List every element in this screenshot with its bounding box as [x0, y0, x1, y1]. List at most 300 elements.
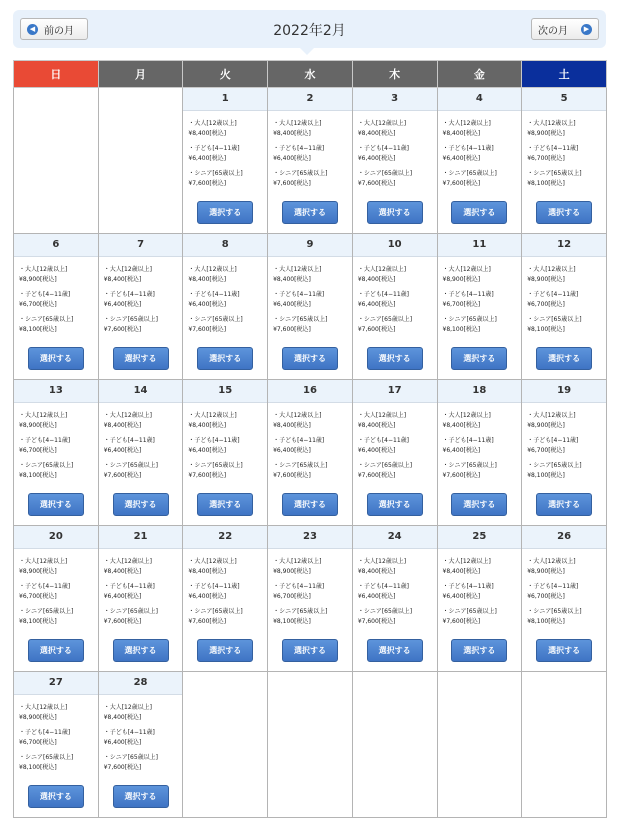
price-label-child: ・子ども[4−11歳]	[188, 145, 240, 152]
price-label-adult: ・大人[12歳以上]	[442, 266, 491, 273]
day-cell	[98, 526, 183, 672]
price-value-senior: ¥7,600[税込]	[442, 472, 481, 479]
day-cell	[183, 380, 268, 526]
price-value-child: ¥6,400[税込]	[357, 155, 396, 162]
day-number: 4	[438, 88, 522, 111]
price-value-child: ¥6,700[税込]	[19, 447, 57, 454]
empty-day-cell	[437, 672, 522, 818]
day-number: 10	[353, 234, 437, 257]
price-value-senior: ¥7,600[税込]	[442, 180, 481, 187]
price-value-child: ¥6,400[税込]	[357, 593, 396, 600]
day-cell	[437, 88, 522, 234]
day-number: 26	[522, 526, 606, 549]
price-label-child: ・子ども[4−11歳]	[442, 291, 494, 298]
price-label-senior: ・シニア[65歳以上]	[188, 170, 243, 177]
day-cell	[14, 234, 99, 380]
price-label-adult: ・大人[12歳以上]	[188, 266, 237, 273]
day-cell	[522, 234, 607, 380]
price-value-child: ¥6,700[税込]	[527, 301, 565, 308]
calendar-week-row	[14, 380, 607, 526]
price-list	[353, 403, 437, 489]
empty-day-cell	[522, 672, 607, 818]
price-value-adult: ¥8,900[税込]	[19, 422, 57, 429]
day-number: 16	[268, 380, 352, 403]
price-label-child: ・子ども[4−11歳]	[188, 583, 240, 590]
price-value-adult: ¥8,400[税込]	[273, 422, 311, 429]
price-list	[268, 549, 352, 635]
day-cell	[98, 234, 183, 380]
price-label-child: ・子ども[4−11歳]	[103, 583, 155, 590]
price-label-child: ・子ども[4−11歳]	[442, 437, 494, 444]
price-value-child: ¥6,400[税込]	[273, 301, 311, 308]
price-value-senior: ¥7,600[税込]	[103, 618, 142, 625]
day-number: 13	[14, 380, 98, 403]
price-label-adult: ・大人[12歳以上]	[357, 558, 407, 565]
select-date-button[interactable]: 選択する	[28, 785, 84, 808]
price-label-child: ・子ども[4−11歳]	[273, 145, 325, 152]
price-value-adult: ¥8,400[税込]	[273, 130, 311, 137]
price-value-senior: ¥8,100[税込]	[19, 326, 57, 333]
select-date-button[interactable]: 選択する	[113, 347, 169, 370]
price-label-senior: ・シニア[65歳以上]	[442, 608, 497, 615]
select-date-button[interactable]: 選択する	[282, 347, 338, 370]
price-value-child: ¥6,700[税込]	[19, 593, 57, 600]
day-cell	[437, 380, 522, 526]
price-value-child: ¥6,400[税込]	[273, 447, 311, 454]
day-cell	[268, 88, 353, 234]
select-date-button[interactable]: 選択する	[28, 493, 84, 516]
price-list	[353, 257, 437, 343]
select-date-button[interactable]: 選択する	[113, 493, 169, 516]
price-label-senior: ・シニア[65歳以上]	[442, 316, 497, 323]
price-label-adult: ・大人[12歳以上]	[103, 558, 153, 565]
price-list	[438, 111, 522, 197]
price-list	[99, 695, 183, 781]
price-list	[14, 403, 98, 489]
price-value-senior: ¥8,100[税込]	[19, 472, 57, 479]
price-label-adult: ・大人[12歳以上]	[442, 120, 491, 127]
price-label-adult: ・大人[12歳以上]	[19, 704, 68, 711]
price-label-senior: ・シニア[65歳以上]	[273, 316, 328, 323]
day-number: 23	[268, 526, 352, 549]
price-list	[353, 111, 437, 197]
price-value-child: ¥6,400[税込]	[357, 301, 396, 308]
price-label-senior: ・シニア[65歳以上]	[103, 754, 159, 761]
day-cell	[183, 526, 268, 672]
price-label-senior: ・シニア[65歳以上]	[188, 608, 243, 615]
day-number: 27	[14, 672, 98, 695]
prev-month-label: 前の月	[44, 25, 74, 37]
price-value-senior: ¥7,600[税込]	[188, 472, 227, 479]
price-list	[99, 549, 183, 635]
empty-day-cell	[352, 672, 437, 818]
price-list	[438, 257, 522, 343]
price-value-child: ¥6,400[税込]	[103, 593, 142, 600]
price-value-adult: ¥8,400[税込]	[442, 568, 481, 575]
calendar-week-row	[14, 234, 607, 380]
day-cell	[268, 380, 353, 526]
calendar-week-row	[14, 526, 607, 672]
price-label-child: ・子ども[4−11歳]	[273, 583, 325, 590]
price-label-child: ・子ども[4−11歳]	[273, 291, 325, 298]
price-value-adult: ¥8,900[税込]	[442, 276, 481, 283]
price-value-senior: ¥8,100[税込]	[527, 618, 565, 625]
price-list	[522, 257, 606, 343]
day-number: 17	[353, 380, 437, 403]
price-value-adult: ¥8,400[税込]	[103, 422, 142, 429]
day-number: 18	[438, 380, 522, 403]
price-label-child: ・子ども[4−11歳]	[273, 437, 325, 444]
price-label-child: ・子ども[4−11歳]	[527, 145, 579, 152]
price-value-senior: ¥7,600[税込]	[103, 326, 142, 333]
price-list	[438, 403, 522, 489]
price-label-adult: ・大人[12歳以上]	[273, 412, 322, 419]
price-label-child: ・子ども[4−11歳]	[527, 437, 579, 444]
price-label-child: ・子ども[4−11歳]	[103, 437, 155, 444]
empty-day-cell	[98, 88, 183, 234]
price-value-child: ¥6,400[税込]	[188, 301, 227, 308]
day-cell	[437, 526, 522, 672]
price-list	[183, 549, 267, 635]
next-month-button[interactable]	[531, 18, 599, 40]
day-cell	[522, 526, 607, 672]
price-value-adult: ¥8,900[税込]	[19, 276, 57, 283]
price-label-senior: ・シニア[65歳以上]	[527, 316, 582, 323]
select-date-button[interactable]: 選択する	[282, 639, 338, 662]
price-value-adult: ¥8,400[税込]	[188, 276, 227, 283]
weekday-sun: 日	[14, 61, 99, 88]
price-value-adult: ¥8,400[税込]	[357, 130, 396, 137]
price-value-child: ¥6,700[税込]	[527, 447, 565, 454]
calendar-grid	[13, 60, 607, 818]
price-value-child: ¥6,400[税込]	[442, 447, 481, 454]
day-number: 1	[183, 88, 267, 111]
price-value-adult: ¥8,900[税込]	[19, 568, 57, 575]
price-label-adult: ・大人[12歳以上]	[527, 558, 576, 565]
select-date-button[interactable]: 選択する	[451, 639, 507, 662]
price-value-senior: ¥7,600[税込]	[273, 180, 311, 187]
price-label-adult: ・大人[12歳以上]	[527, 412, 576, 419]
price-list	[99, 257, 183, 343]
price-label-child: ・子ども[4−11歳]	[19, 729, 71, 736]
select-date-button[interactable]: 選択する	[367, 493, 423, 516]
price-label-senior: ・シニア[65歳以上]	[273, 170, 328, 177]
day-number: 28	[99, 672, 183, 695]
price-label-senior: ・シニア[65歳以上]	[357, 462, 413, 469]
price-label-child: ・子ども[4−11歳]	[103, 291, 155, 298]
price-label-senior: ・シニア[65歳以上]	[273, 608, 328, 615]
price-label-senior: ・シニア[65歳以上]	[103, 316, 159, 323]
price-value-adult: ¥8,400[税込]	[357, 568, 396, 575]
select-date-button[interactable]: 選択する	[367, 639, 423, 662]
price-value-senior: ¥7,600[税込]	[357, 618, 396, 625]
select-date-button[interactable]: 選択する	[367, 347, 423, 370]
day-number: 7	[99, 234, 183, 257]
price-label-adult: ・大人[12歳以上]	[103, 266, 153, 273]
day-cell	[268, 526, 353, 672]
price-label-child: ・子ども[4−11歳]	[19, 437, 71, 444]
price-value-child: ¥6,400[税込]	[273, 155, 311, 162]
select-date-button[interactable]: 選択する	[536, 201, 592, 224]
price-list	[522, 549, 606, 635]
price-value-senior: ¥7,600[税込]	[357, 180, 396, 187]
price-label-adult: ・大人[12歳以上]	[103, 412, 153, 419]
price-label-senior: ・シニア[65歳以上]	[527, 608, 582, 615]
calendar-week-row	[14, 88, 607, 234]
day-cell	[98, 672, 183, 818]
day-number: 9	[268, 234, 352, 257]
price-label-child: ・子ども[4−11歳]	[103, 729, 155, 736]
price-value-adult: ¥8,400[税込]	[188, 130, 227, 137]
price-label-senior: ・シニア[65歳以上]	[442, 170, 497, 177]
price-value-senior: ¥7,600[税込]	[357, 326, 396, 333]
price-label-adult: ・大人[12歳以上]	[273, 120, 322, 127]
price-value-senior: ¥8,100[税込]	[442, 326, 481, 333]
price-list	[183, 257, 267, 343]
price-label-adult: ・大人[12歳以上]	[19, 266, 68, 273]
select-date-button[interactable]: 選択する	[197, 201, 253, 224]
price-label-child: ・子ども[4−11歳]	[188, 291, 240, 298]
chevron-right-icon: ▶	[581, 24, 592, 35]
day-number: 6	[14, 234, 98, 257]
day-cell	[352, 88, 437, 234]
calendar-week-row	[14, 672, 607, 818]
day-cell	[14, 526, 99, 672]
price-label-senior: ・シニア[65歳以上]	[527, 462, 582, 469]
price-label-adult: ・大人[12歳以上]	[19, 558, 68, 565]
empty-day-cell	[14, 88, 99, 234]
select-date-button[interactable]: 選択する	[451, 493, 507, 516]
price-value-child: ¥6,400[税込]	[103, 739, 142, 746]
price-value-child: ¥6,700[税込]	[273, 593, 311, 600]
day-number: 2	[268, 88, 352, 111]
select-date-button[interactable]: 選択する	[197, 347, 253, 370]
price-value-adult: ¥8,400[税込]	[273, 276, 311, 283]
price-value-senior: ¥8,100[税込]	[527, 472, 565, 479]
price-label-adult: ・大人[12歳以上]	[188, 558, 237, 565]
price-label-adult: ・大人[12歳以上]	[357, 120, 407, 127]
day-number: 20	[14, 526, 98, 549]
price-list	[99, 403, 183, 489]
price-value-child: ¥6,400[税込]	[103, 447, 142, 454]
price-label-senior: ・シニア[65歳以上]	[19, 608, 74, 615]
weekday-tue: 火	[183, 61, 268, 88]
select-date-button[interactable]: 選択する	[451, 347, 507, 370]
price-label-child: ・子ども[4−11歳]	[442, 583, 494, 590]
month-navigation-bar	[13, 10, 606, 48]
price-list	[183, 403, 267, 489]
day-number: 12	[522, 234, 606, 257]
price-label-adult: ・大人[12歳以上]	[273, 558, 322, 565]
day-number: 15	[183, 380, 267, 403]
price-list	[14, 549, 98, 635]
select-date-button[interactable]: 選択する	[113, 639, 169, 662]
select-date-button[interactable]: 選択する	[451, 201, 507, 224]
price-value-adult: ¥8,400[税込]	[103, 276, 142, 283]
day-number: 3	[353, 88, 437, 111]
price-label-senior: ・シニア[65歳以上]	[19, 462, 74, 469]
day-cell	[352, 380, 437, 526]
select-date-button[interactable]: 選択する	[28, 639, 84, 662]
price-value-adult: ¥8,400[税込]	[188, 568, 227, 575]
price-list	[14, 695, 98, 781]
price-value-senior: ¥7,600[税込]	[188, 326, 227, 333]
select-date-button[interactable]: 選択する	[536, 639, 592, 662]
price-label-child: ・子ども[4−11歳]	[19, 291, 71, 298]
month-title: 2022年2月	[273, 23, 346, 39]
price-value-senior: ¥7,600[税込]	[273, 326, 311, 333]
price-value-adult: ¥8,400[税込]	[103, 568, 142, 575]
price-list	[522, 403, 606, 489]
price-label-senior: ・シニア[65歳以上]	[19, 316, 74, 323]
day-number: 19	[522, 380, 606, 403]
price-value-senior: ¥7,600[税込]	[103, 764, 142, 771]
select-date-button[interactable]: 選択する	[282, 493, 338, 516]
day-number: 8	[183, 234, 267, 257]
price-label-senior: ・シニア[65歳以上]	[273, 462, 328, 469]
price-value-child: ¥6,700[税込]	[19, 301, 57, 308]
price-value-adult: ¥8,900[税込]	[527, 130, 565, 137]
price-value-adult: ¥8,900[税込]	[273, 568, 311, 575]
price-value-adult: ¥8,400[税込]	[442, 422, 481, 429]
price-label-child: ・子ども[4−11歳]	[357, 437, 409, 444]
price-value-adult: ¥8,400[税込]	[357, 276, 396, 283]
day-number: 11	[438, 234, 522, 257]
day-cell	[352, 526, 437, 672]
select-date-button[interactable]: 選択する	[536, 493, 592, 516]
price-list	[14, 257, 98, 343]
price-list	[268, 111, 352, 197]
empty-day-cell	[268, 672, 353, 818]
price-value-adult: ¥8,900[税込]	[527, 422, 565, 429]
price-value-senior: ¥7,600[税込]	[188, 180, 227, 187]
price-label-senior: ・シニア[65歳以上]	[357, 316, 413, 323]
price-label-adult: ・大人[12歳以上]	[103, 704, 153, 711]
price-value-adult: ¥8,400[税込]	[103, 714, 142, 721]
weekday-wed: 水	[268, 61, 353, 88]
day-cell	[352, 234, 437, 380]
weekday-sat: 土	[522, 61, 607, 88]
select-date-button[interactable]: 選択する	[113, 785, 169, 808]
price-label-child: ・子ども[4−11歳]	[357, 145, 409, 152]
next-month-label: 次の月	[538, 25, 568, 37]
empty-day-cell	[183, 672, 268, 818]
price-value-senior: ¥8,100[税込]	[19, 764, 57, 771]
price-label-adult: ・大人[12歳以上]	[357, 412, 407, 419]
select-date-button[interactable]: 選択する	[197, 493, 253, 516]
price-label-adult: ・大人[12歳以上]	[527, 120, 576, 127]
price-list	[522, 111, 606, 197]
price-value-senior: ¥7,600[税込]	[188, 618, 227, 625]
select-date-button[interactable]: 選択する	[197, 639, 253, 662]
weekday-header-row	[14, 61, 607, 88]
day-cell	[14, 672, 99, 818]
price-label-adult: ・大人[12歳以上]	[357, 266, 407, 273]
price-list	[438, 549, 522, 635]
day-cell	[98, 380, 183, 526]
price-label-adult: ・大人[12歳以上]	[273, 266, 322, 273]
price-label-adult: ・大人[12歳以上]	[19, 412, 68, 419]
price-value-adult: ¥8,400[税込]	[442, 130, 481, 137]
price-label-senior: ・シニア[65歳以上]	[357, 608, 413, 615]
day-number: 22	[183, 526, 267, 549]
price-value-child: ¥6,400[税込]	[103, 301, 142, 308]
price-label-child: ・子ども[4−11歳]	[527, 291, 579, 298]
price-value-adult: ¥8,400[税込]	[188, 422, 227, 429]
price-value-child: ¥6,700[税込]	[442, 301, 481, 308]
price-value-senior: ¥8,100[税込]	[19, 618, 57, 625]
price-label-adult: ・大人[12歳以上]	[188, 412, 237, 419]
day-cell	[14, 380, 99, 526]
select-date-button[interactable]: 選択する	[367, 201, 423, 224]
price-list	[268, 257, 352, 343]
price-value-child: ¥6,400[税込]	[188, 155, 227, 162]
price-value-child: ¥6,700[税込]	[527, 593, 565, 600]
day-cell	[183, 234, 268, 380]
day-number: 24	[353, 526, 437, 549]
price-label-senior: ・シニア[65歳以上]	[188, 462, 243, 469]
price-label-adult: ・大人[12歳以上]	[442, 558, 491, 565]
price-label-senior: ・シニア[65歳以上]	[188, 316, 243, 323]
select-date-button[interactable]: 選択する	[536, 347, 592, 370]
price-value-adult: ¥8,900[税込]	[527, 568, 565, 575]
day-cell	[268, 234, 353, 380]
price-label-child: ・子ども[4−11歳]	[357, 291, 409, 298]
day-number: 14	[99, 380, 183, 403]
day-cell	[522, 380, 607, 526]
price-label-adult: ・大人[12歳以上]	[442, 412, 491, 419]
calendar-body	[14, 88, 607, 818]
price-label-senior: ・シニア[65歳以上]	[527, 170, 582, 177]
price-value-senior: ¥7,600[税込]	[273, 472, 311, 479]
price-value-senior: ¥8,100[税込]	[527, 180, 565, 187]
price-value-child: ¥6,700[税込]	[527, 155, 565, 162]
price-value-child: ¥6,400[税込]	[357, 447, 396, 454]
price-value-senior: ¥8,100[税込]	[527, 326, 565, 333]
weekday-mon: 月	[98, 61, 183, 88]
price-list	[353, 549, 437, 635]
price-label-child: ・子ども[4−11歳]	[442, 145, 494, 152]
price-label-senior: ・シニア[65歳以上]	[357, 170, 413, 177]
chevron-left-icon: ◀	[27, 24, 38, 35]
price-label-child: ・子ども[4−11歳]	[19, 583, 71, 590]
price-label-senior: ・シニア[65歳以上]	[19, 754, 74, 761]
day-number: 5	[522, 88, 606, 111]
price-value-child: ¥6,700[税込]	[19, 739, 57, 746]
day-cell	[437, 234, 522, 380]
select-date-button[interactable]: 選択する	[28, 347, 84, 370]
price-value-senior: ¥8,100[税込]	[273, 618, 311, 625]
day-cell	[522, 88, 607, 234]
price-value-senior: ¥7,600[税込]	[103, 472, 142, 479]
day-number: 25	[438, 526, 522, 549]
select-date-button[interactable]: 選択する	[282, 201, 338, 224]
price-value-child: ¥6,400[税込]	[442, 593, 481, 600]
price-list	[183, 111, 267, 197]
price-value-child: ¥6,400[税込]	[442, 155, 481, 162]
weekday-thu: 木	[352, 61, 437, 88]
price-value-child: ¥6,400[税込]	[188, 447, 227, 454]
price-label-adult: ・大人[12歳以上]	[188, 120, 237, 127]
price-label-child: ・子ども[4−11歳]	[188, 437, 240, 444]
price-label-senior: ・シニア[65歳以上]	[103, 462, 159, 469]
price-value-senior: ¥7,600[税込]	[357, 472, 396, 479]
price-label-child: ・子ども[4−11歳]	[357, 583, 409, 590]
day-cell	[183, 88, 268, 234]
day-number: 21	[99, 526, 183, 549]
price-value-senior: ¥7,600[税込]	[442, 618, 481, 625]
price-list	[268, 403, 352, 489]
